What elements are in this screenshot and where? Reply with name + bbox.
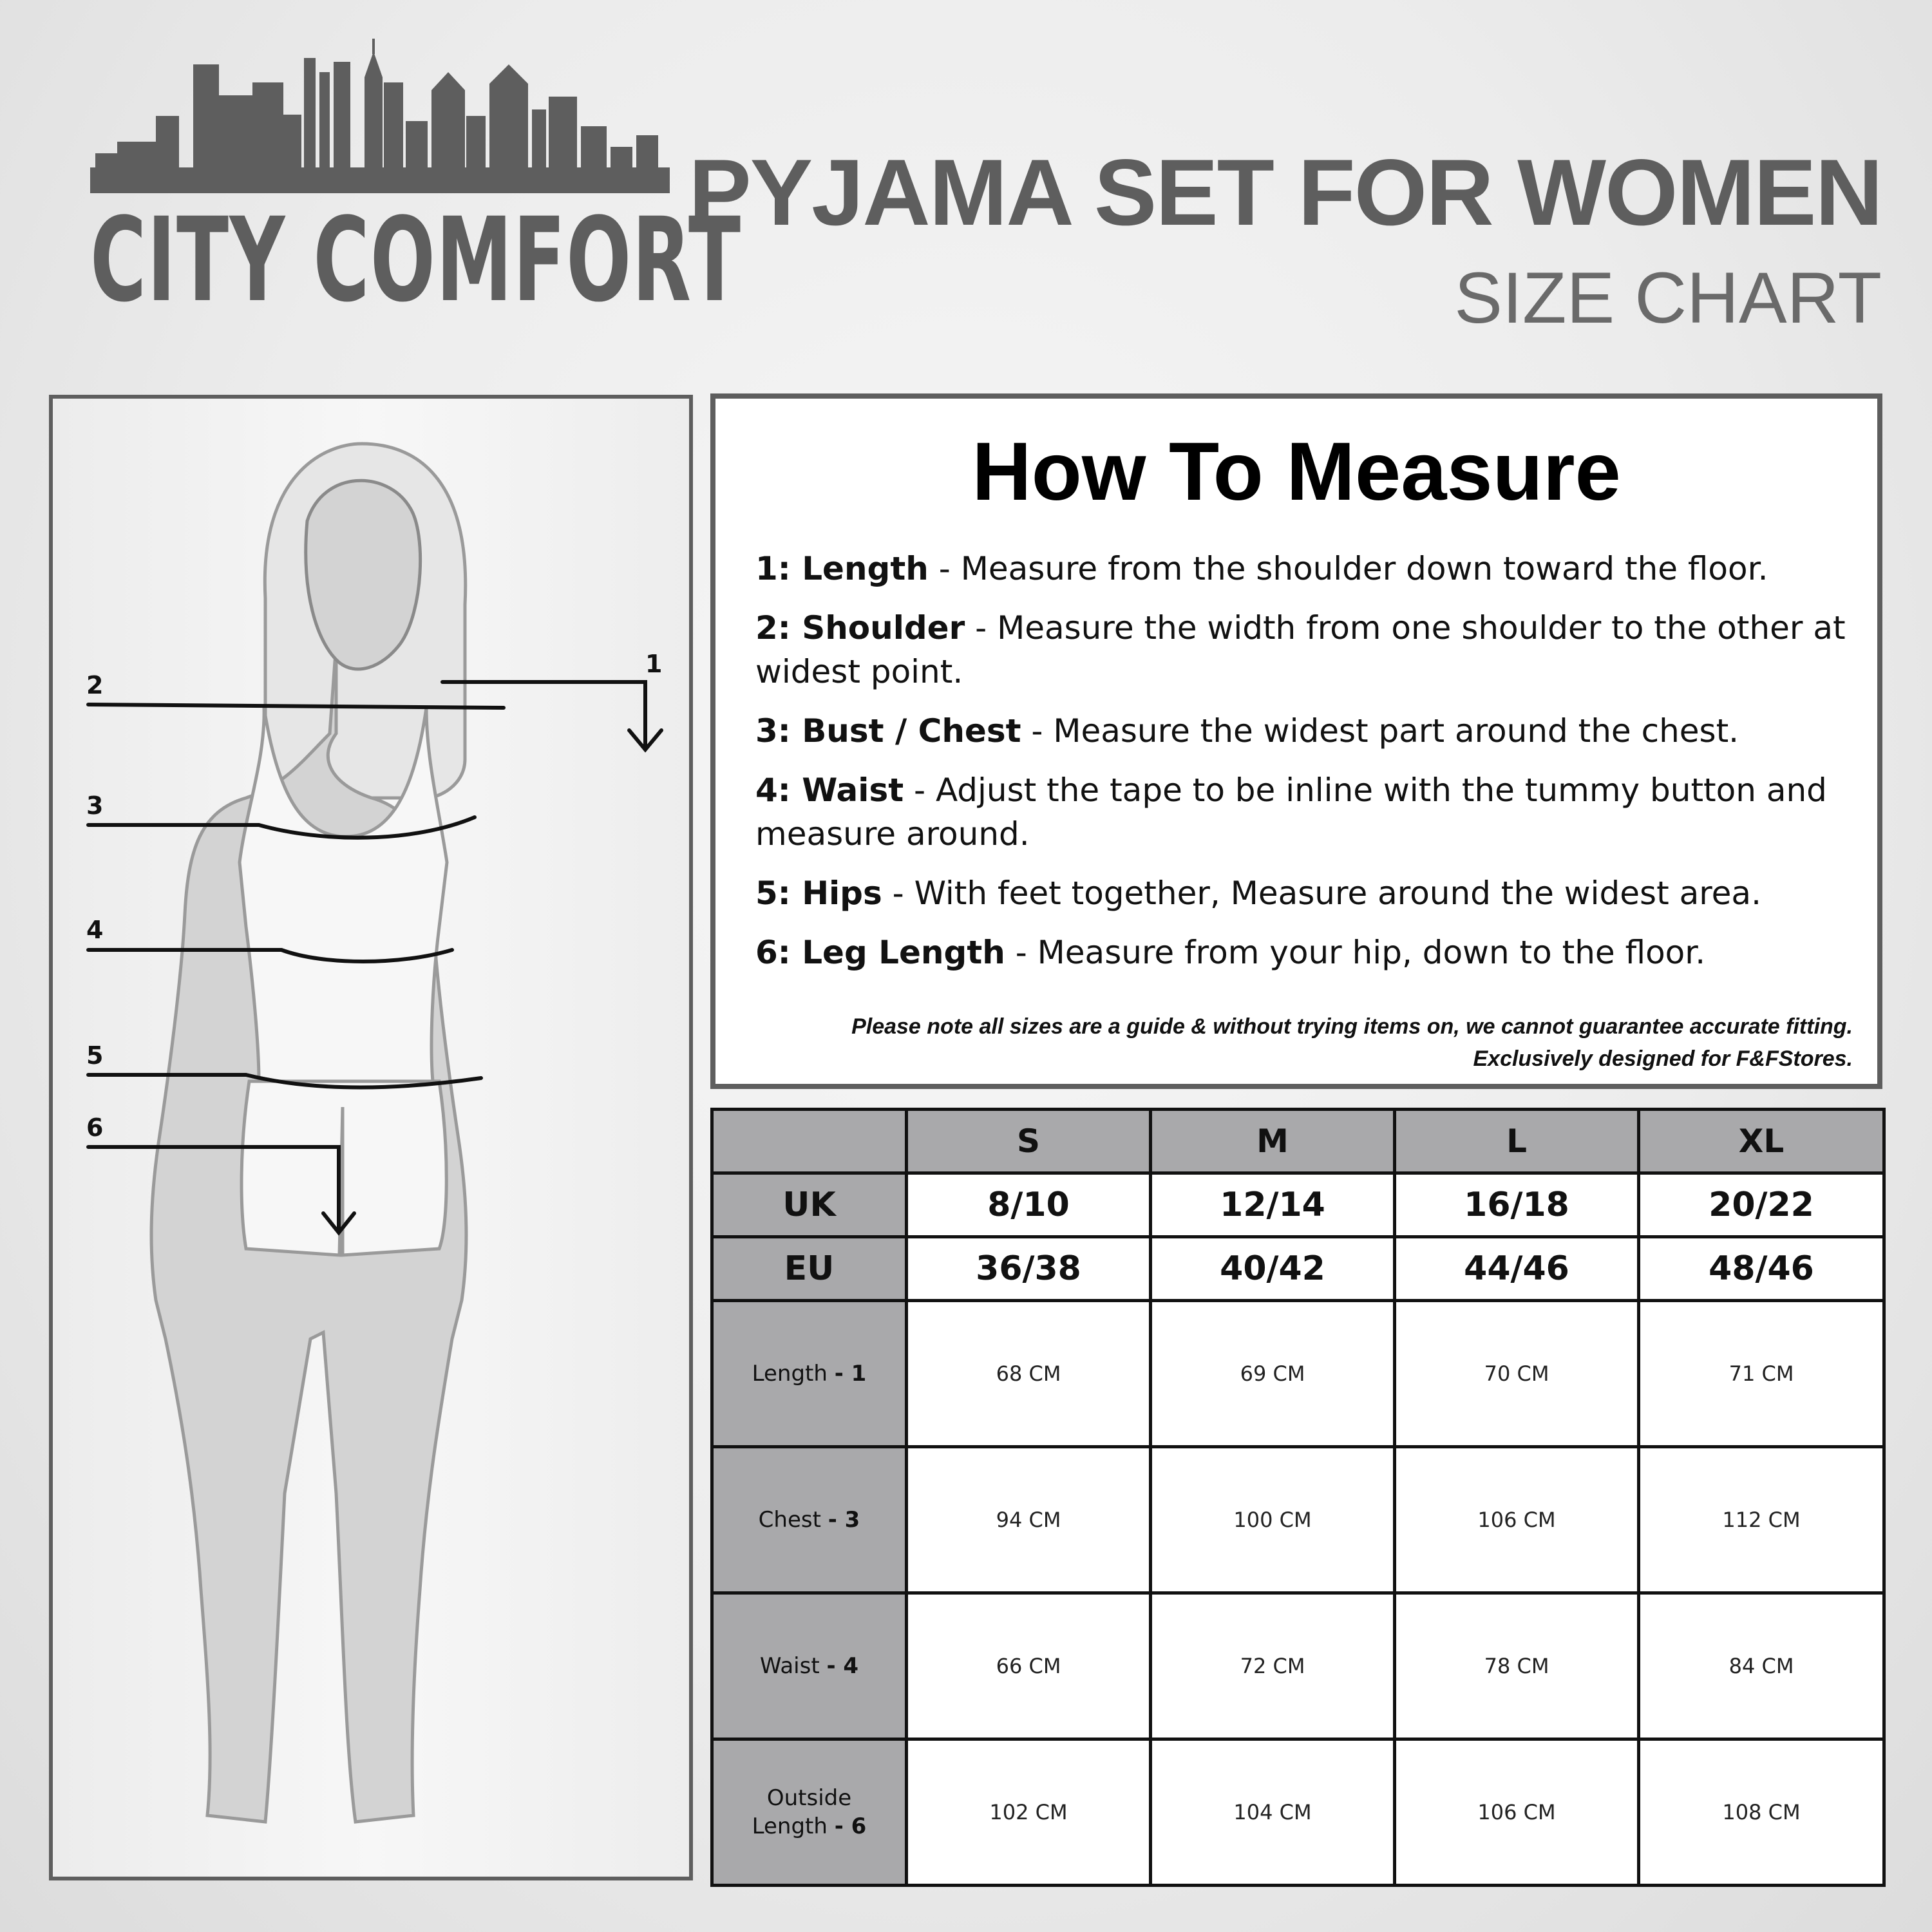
how-to-measure-title: How To Measure bbox=[972, 426, 1621, 518]
measure-instructions bbox=[755, 547, 1850, 990]
table-cell: 104 CM bbox=[1151, 1739, 1395, 1886]
table-cell: 16/18 bbox=[1395, 1173, 1639, 1237]
table-cell: 106 CM bbox=[1395, 1447, 1639, 1593]
page-subtitle: SIZE CHART bbox=[1454, 258, 1882, 338]
row-label-length: Length - 1 bbox=[712, 1301, 907, 1447]
row-label-eu: EU bbox=[712, 1237, 907, 1301]
table-cell: 71 CM bbox=[1639, 1301, 1884, 1447]
disclaimer-notes bbox=[851, 1010, 1853, 1075]
marker-1: 1 bbox=[645, 650, 663, 678]
table-cell: 69 CM bbox=[1151, 1301, 1395, 1447]
column-header-s: S bbox=[907, 1110, 1151, 1173]
table-header-row bbox=[712, 1110, 1884, 1173]
row-label-waist: Waist - 4 bbox=[712, 1593, 907, 1739]
instruction-length: 1: Length - Measure from the shoulder down toward the floor. bbox=[755, 550, 1768, 587]
table-cell: 68 CM bbox=[907, 1301, 1151, 1447]
row-label-chest: Chest - 3 bbox=[712, 1447, 907, 1593]
how-to-measure-panel bbox=[710, 393, 1882, 1089]
table-cell: 66 CM bbox=[907, 1593, 1151, 1739]
marker-5: 5 bbox=[86, 1041, 104, 1070]
column-header-xl: XL bbox=[1639, 1110, 1884, 1173]
woman-body-outline-icon bbox=[53, 399, 689, 1877]
table-row-chest bbox=[712, 1447, 1884, 1593]
row-label-outside-length: Outside Length - 6 bbox=[712, 1739, 907, 1886]
table-cell: 100 CM bbox=[1151, 1447, 1395, 1593]
table-cell: 8/10 bbox=[907, 1173, 1151, 1237]
table-cell: 112 CM bbox=[1639, 1447, 1884, 1593]
page-title: PYJAMA SET FOR WOMEN bbox=[688, 140, 1882, 245]
table-cell: 44/46 bbox=[1395, 1237, 1639, 1301]
table-cell: 40/42 bbox=[1151, 1237, 1395, 1301]
marker-2: 2 bbox=[86, 671, 104, 699]
table-row-outside-length bbox=[712, 1739, 1884, 1886]
marker-3: 3 bbox=[86, 791, 104, 820]
table-corner-cell bbox=[712, 1110, 907, 1173]
table-cell: 108 CM bbox=[1639, 1739, 1884, 1886]
marker-6: 6 bbox=[86, 1113, 104, 1142]
table-cell: 12/14 bbox=[1151, 1173, 1395, 1237]
table-cell: 20/22 bbox=[1639, 1173, 1884, 1237]
instruction-hips: 5: Hips - With feet together, Measure around the widest area. bbox=[755, 875, 1761, 912]
table-cell: 106 CM bbox=[1395, 1739, 1639, 1886]
table-cell: 70 CM bbox=[1395, 1301, 1639, 1447]
table-cell: 72 CM bbox=[1151, 1593, 1395, 1739]
instruction-chest: 3: Bust / Chest - Measure the widest part around the chest. bbox=[755, 712, 1739, 750]
instruction-waist: 4: Waist - Adjust the tape to be inline with the tummy button and measure around. bbox=[755, 772, 1827, 853]
table-row-uk bbox=[712, 1173, 1884, 1237]
instruction-shoulder: 2: Shoulder - Measure the width from one shoulder to the other at widest point. bbox=[755, 609, 1846, 690]
table-cell: 78 CM bbox=[1395, 1593, 1639, 1739]
exclusive-note: Exclusively designed for F&FStores. bbox=[1473, 1046, 1853, 1071]
table-cell: 36/38 bbox=[907, 1237, 1151, 1301]
disclaimer-note: Please note all sizes are a guide & without trying items on, we cannot guarantee accurate fitting. bbox=[851, 1014, 1853, 1039]
column-header-m: M bbox=[1151, 1110, 1395, 1173]
brand-name: CITY COMFORT bbox=[90, 193, 742, 328]
row-label-uk: UK bbox=[712, 1173, 907, 1237]
column-header-l: L bbox=[1395, 1110, 1639, 1173]
table-cell: 84 CM bbox=[1639, 1593, 1884, 1739]
table-cell: 48/46 bbox=[1639, 1237, 1884, 1301]
table-row-eu bbox=[712, 1237, 1884, 1301]
table-cell: 102 CM bbox=[907, 1739, 1151, 1886]
body-figure-panel bbox=[49, 395, 693, 1880]
table-row-waist bbox=[712, 1593, 1884, 1739]
size-table bbox=[710, 1108, 1886, 1887]
table-cell: 94 CM bbox=[907, 1447, 1151, 1593]
table-row-length bbox=[712, 1301, 1884, 1447]
marker-4: 4 bbox=[86, 916, 104, 944]
instruction-leg-length: 6: Leg Length - Measure from your hip, down to the floor. bbox=[755, 934, 1706, 971]
